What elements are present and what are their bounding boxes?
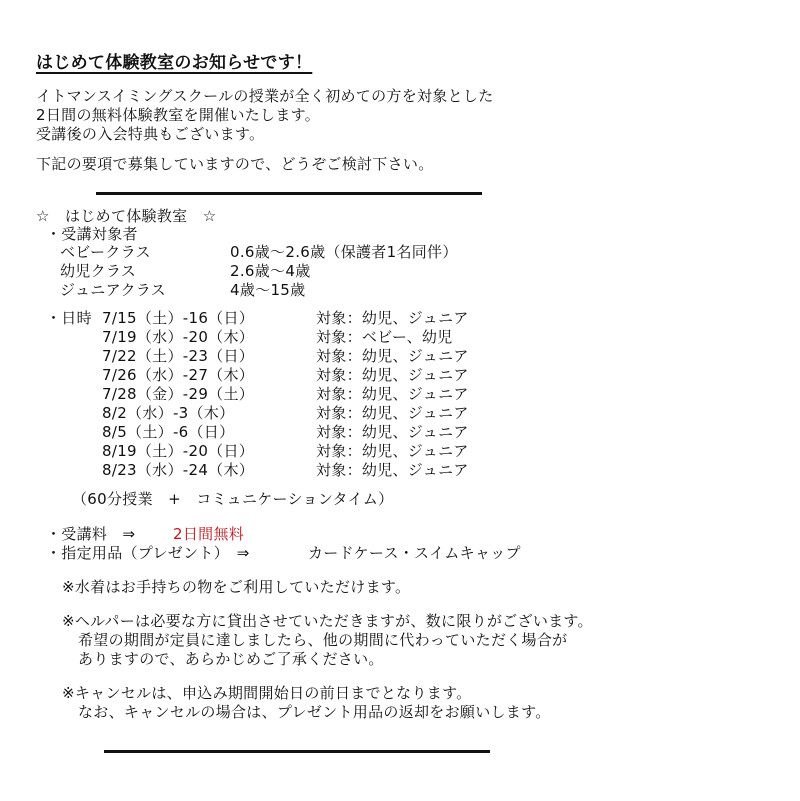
target-label: ・受講対象者 [46, 225, 138, 243]
divider-bottom [104, 750, 490, 753]
cancel-note-line-1: ※キャンセルは、申込み期間開始日の前日までとなります。 [62, 684, 472, 702]
class-ages-baby: 0.6歳～2.6歳（保護者1名同伴） [230, 243, 458, 261]
schedule-date: 8/19（土）-20（日） [102, 442, 255, 460]
intro-line-2: 2日間の無料体験教室を開催いたします。 [36, 106, 321, 124]
schedule-date: 7/26（水）-27（木） [102, 366, 255, 384]
schedule-date: 7/28（金）-29（土） [102, 385, 255, 403]
cancel-note-line-2: なお、キャンセルの場合は、プレゼント用品の返却をお願いします。 [78, 703, 551, 721]
class-name-junior: ジュニアクラス [60, 281, 166, 299]
schedule-label: ・日時 [46, 309, 92, 327]
schedule-target: 対象：幼児、ジュニア [316, 347, 469, 365]
class-name-baby: ベビークラス [60, 243, 151, 261]
schedule-target: 対象：幼児、ジュニア [316, 385, 469, 403]
schedule-date: 8/5（土）-6（日） [102, 423, 235, 441]
schedule-target: 対象：幼児、ジュニア [316, 366, 469, 384]
fee-value: 2日間無料 [173, 525, 245, 543]
schedule-date: 8/2（水）-3（木） [102, 404, 235, 422]
schedule-date: 7/15（土）-16（日） [102, 309, 255, 327]
schedule-date: 8/23（水）-24（木） [102, 461, 255, 479]
goods-value: カードケース・スイムキャップ [308, 544, 521, 562]
goods-label: ・指定用品（プレゼント） ⇒ [46, 544, 250, 562]
invite-text: 下記の要項で募集していますので、どうぞご検討下さい。 [36, 155, 434, 173]
schedule-target: 対象：ベビー、幼児 [316, 328, 453, 346]
class-ages-junior: 4歳～15歳 [230, 281, 306, 299]
notice-title: はじめて体験教室のお知らせです！ [36, 53, 313, 73]
schedule-date: 7/19（水）-20（木） [102, 328, 255, 346]
intro-line-1: イトマンスイミングスクールの授業が全く初めての方を対象とした [36, 87, 494, 105]
fee-label: ・受講料 ⇒ [46, 525, 136, 543]
helper-note-line-2: 希望の期間が定員に達しましたら、他の期間に代わっていただく場合が [78, 631, 568, 649]
schedule-target: 対象：幼児、ジュニア [316, 309, 469, 327]
schedule-target: 対象：幼児、ジュニア [316, 404, 469, 422]
schedule-target: 対象：幼児、ジュニア [316, 423, 469, 441]
class-ages-infant: 2.6歳～4歳 [230, 262, 311, 280]
swimsuit-note: ※水着はお手持ちの物をご利用していただけます。 [62, 578, 411, 596]
section-title: ☆ はじめて体験教室 ☆ [36, 207, 217, 225]
schedule-target: 対象：幼児、ジュニア [316, 461, 469, 479]
schedule-target: 対象：幼児、ジュニア [316, 442, 469, 460]
helper-note-line-3: ありますので、あらかじめご了承ください。 [78, 650, 384, 668]
intro-line-3: 受講後の入会特典もございます。 [36, 125, 265, 143]
schedule-date: 7/22（土）-23（日） [102, 347, 255, 365]
helper-note-line-1: ※ヘルパーは必要な方に貸出させていただきますが、数に限りがございます。 [62, 612, 593, 630]
divider-top [96, 192, 482, 195]
lesson-note: （60分授業 + コミュニケーションタイム） [72, 490, 394, 508]
class-name-infant: 幼児クラス [60, 262, 137, 280]
